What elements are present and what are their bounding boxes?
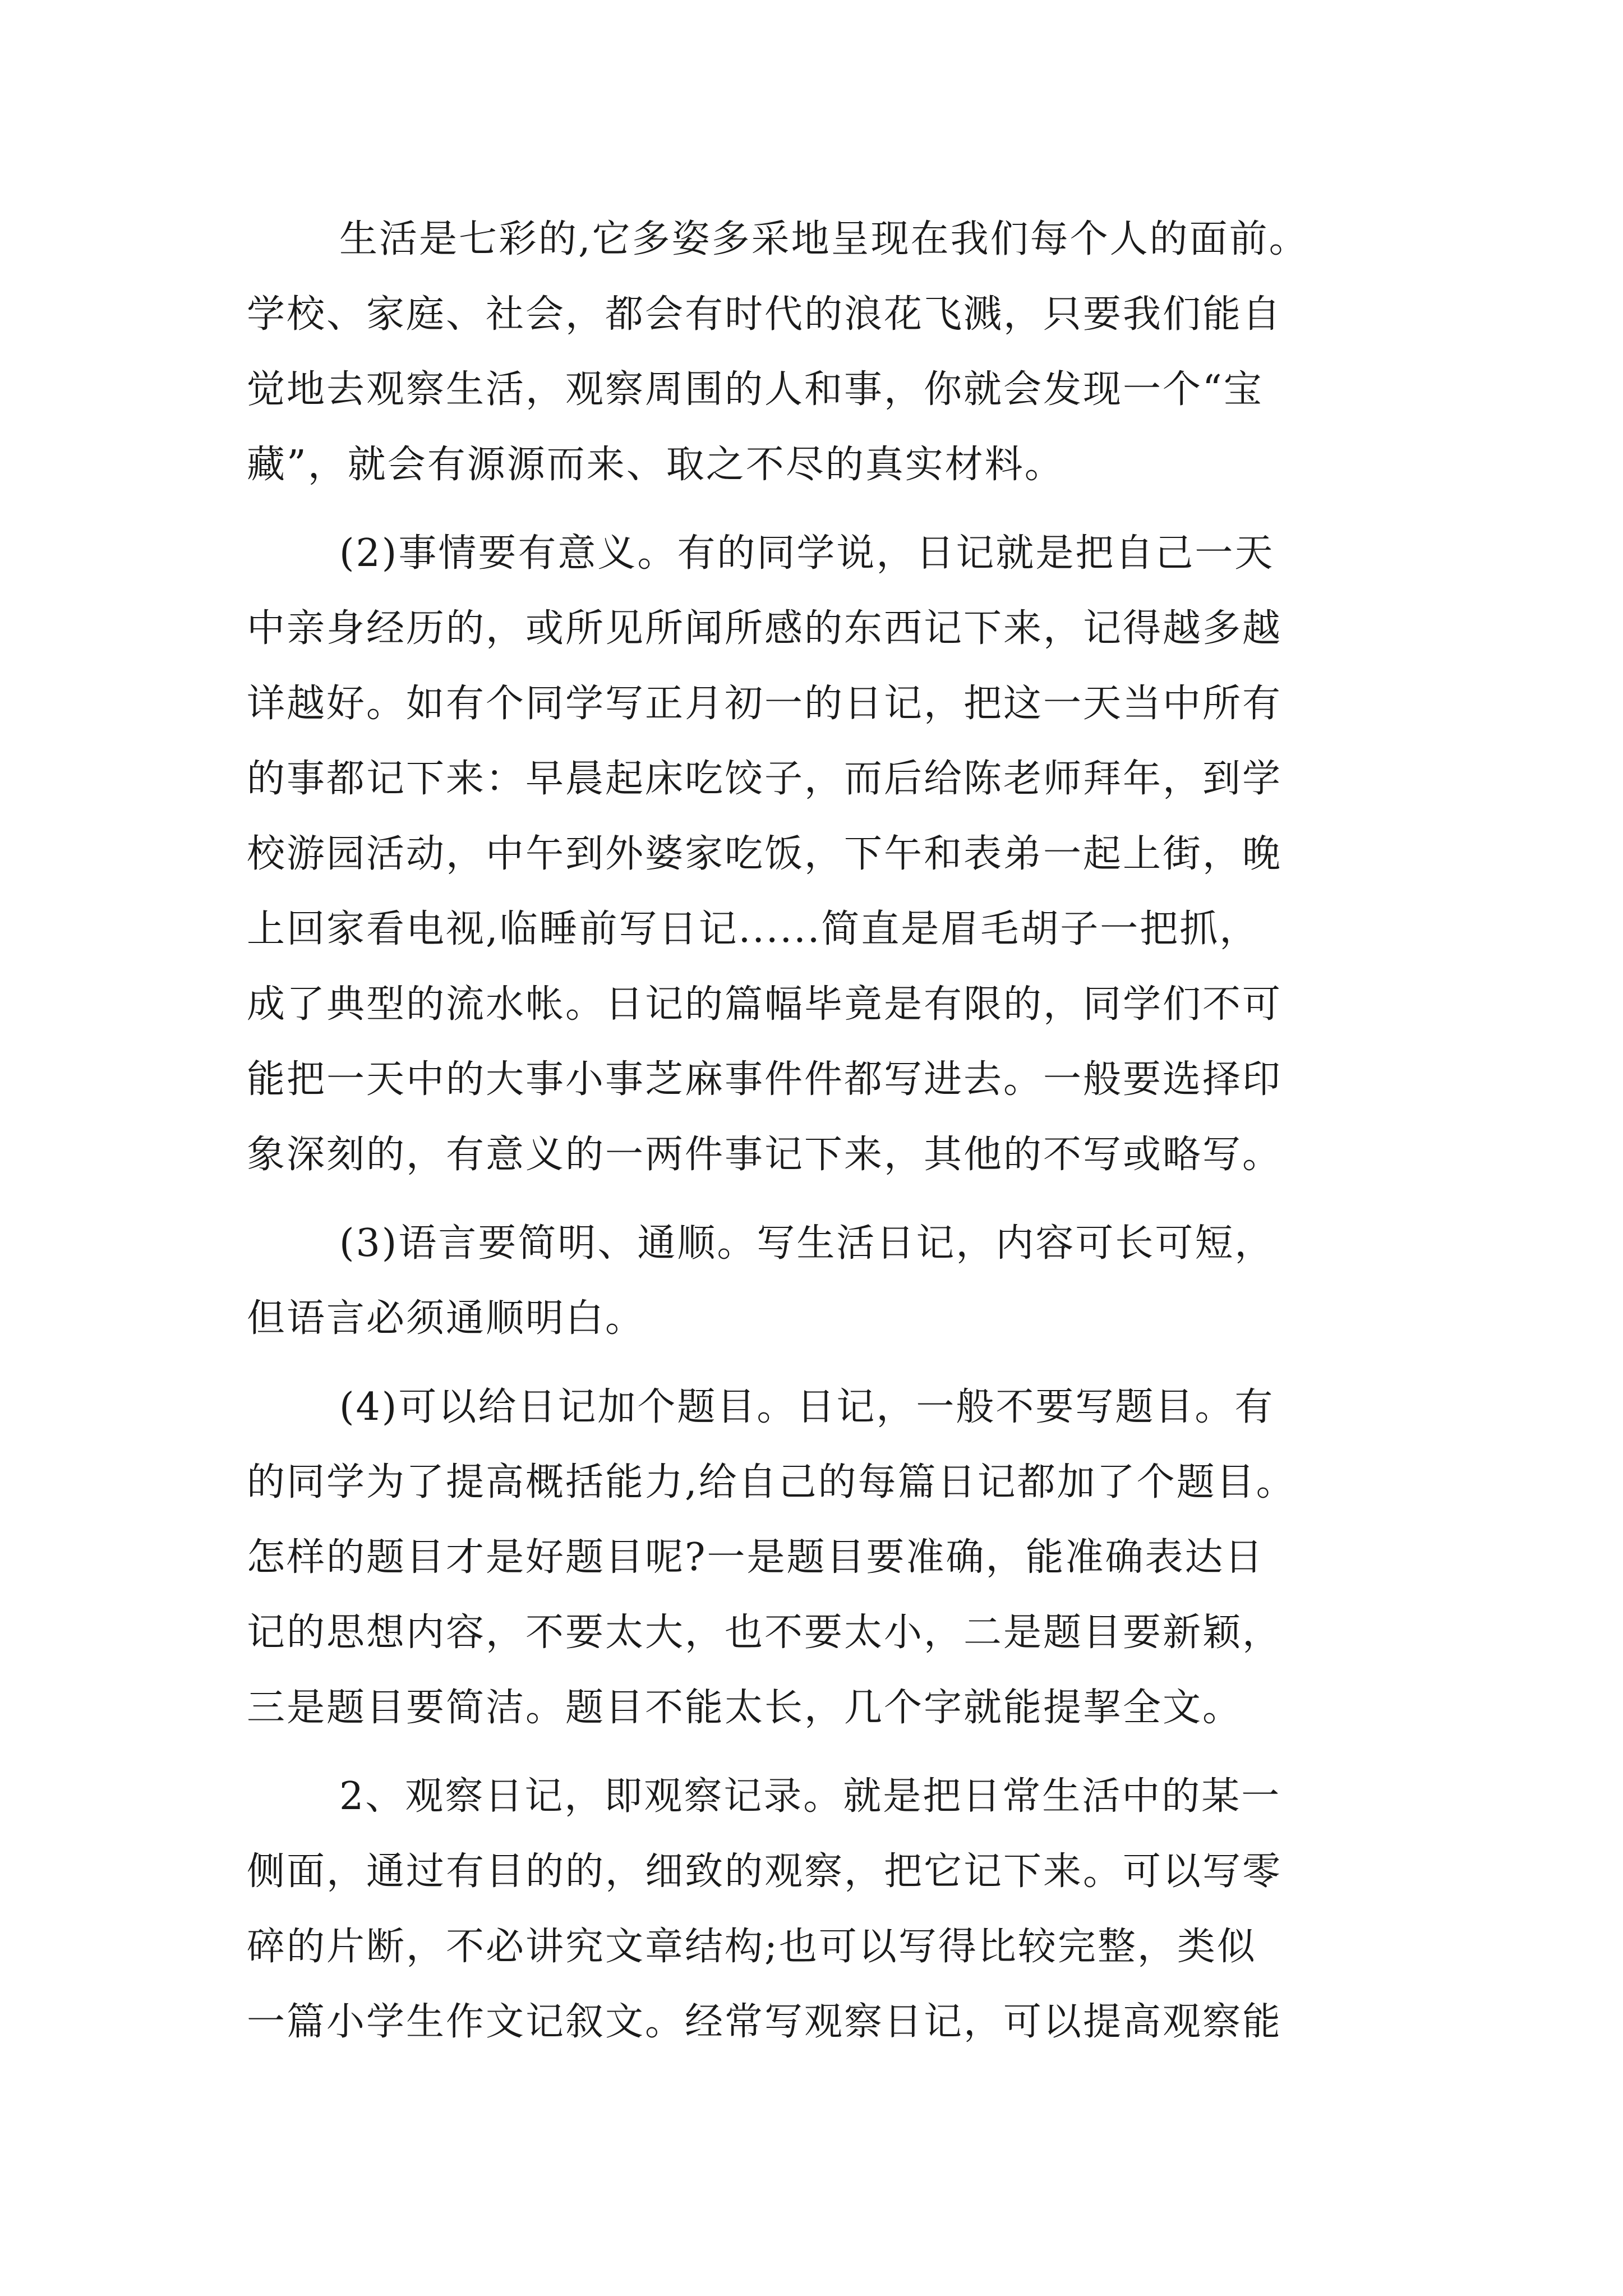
text-line: 一篇小学生作文记叙文。经常写观察日记，可以提高观察能 [247, 2000, 1283, 2044]
paragraph-point-2-meaningful [247, 516, 1391, 1193]
text-line: 的同学为了提高概括能力,给自己的每篇日记都加了个题目。 [247, 1460, 1296, 1504]
text-line: 上回家看电视,临睡前写日记......简直是眉毛胡子一把抓， [247, 907, 1260, 951]
text-line: 学校、家庭、社会，都会有时代的浪花飞溅，只要我们能自 [247, 292, 1283, 337]
paragraph-life-colorful [247, 202, 1391, 503]
text-line: 校游园活动，中午到外婆家吃饭，下午和表弟一起上街，晚 [247, 832, 1283, 876]
text-line: (3)语言要简明、通顺。写生活日记，内容可长可短， [339, 1221, 1275, 1266]
text-line: 但语言必须通顺明白。 [247, 1296, 645, 1341]
paragraph-observation-diary [247, 1759, 1391, 2060]
text-line: 详越好。如有个同学写正月初一的日记，把这一天当中所有 [247, 682, 1283, 726]
text-line: 记的思想内容，不要太大，也不要太小，二是题目要新颖， [247, 1611, 1283, 1655]
text-line: 生活是七彩的,它多姿多采地呈现在我们每个人的面前。 [339, 217, 1309, 261]
text-line: (2)事情要有意义。有的同学说，日记就是把自己一天 [339, 531, 1275, 576]
text-line: 的事都记下来：早晨起床吃饺子，而后给陈老师拜年，到学 [247, 757, 1283, 801]
text-line: 能把一天中的大事小事芝麻事件件都写进去。一般要选择印 [247, 1057, 1283, 1102]
text-line: 中亲身经历的，或所见所闻所感的东西记下来，记得越多越 [247, 606, 1283, 651]
paragraph-point-4-title [247, 1370, 1391, 1746]
text-line: 觉地去观察生活，观察周围的人和事，你就会发现一个“宝 [247, 367, 1264, 412]
document-body [247, 202, 1391, 2060]
text-line: 成了典型的流水帐。日记的篇幅毕竟是有限的，同学们不可 [247, 982, 1283, 1027]
text-line: 怎样的题目才是好题目呢?一是题目要准确，能准确表达日 [247, 1535, 1265, 1580]
text-line: 碎的片断，不必讲究文章结构;也可以写得比较完整，类似 [247, 1925, 1257, 1969]
text-line: 象深刻的，有意义的一两件事记下来，其他的不写或略写。 [247, 1133, 1283, 1177]
text-line: (4)可以给日记加个题目。日记，一般不要写题目。有 [339, 1385, 1275, 1429]
text-line: 侧面，通过有目的的，细致的观察，把它记下来。可以写零 [247, 1849, 1283, 1894]
paragraph-point-3-language [247, 1206, 1391, 1356]
text-line: 藏”，就会有源源而来、取之不尽的真实材料。 [247, 443, 1064, 487]
text-line: 三是题目要简洁。题目不能太长，几个字就能提挈全文。 [247, 1686, 1243, 1730]
text-line: 2、观察日记，即观察记录。就是把日常生活中的某一 [339, 1774, 1281, 1819]
